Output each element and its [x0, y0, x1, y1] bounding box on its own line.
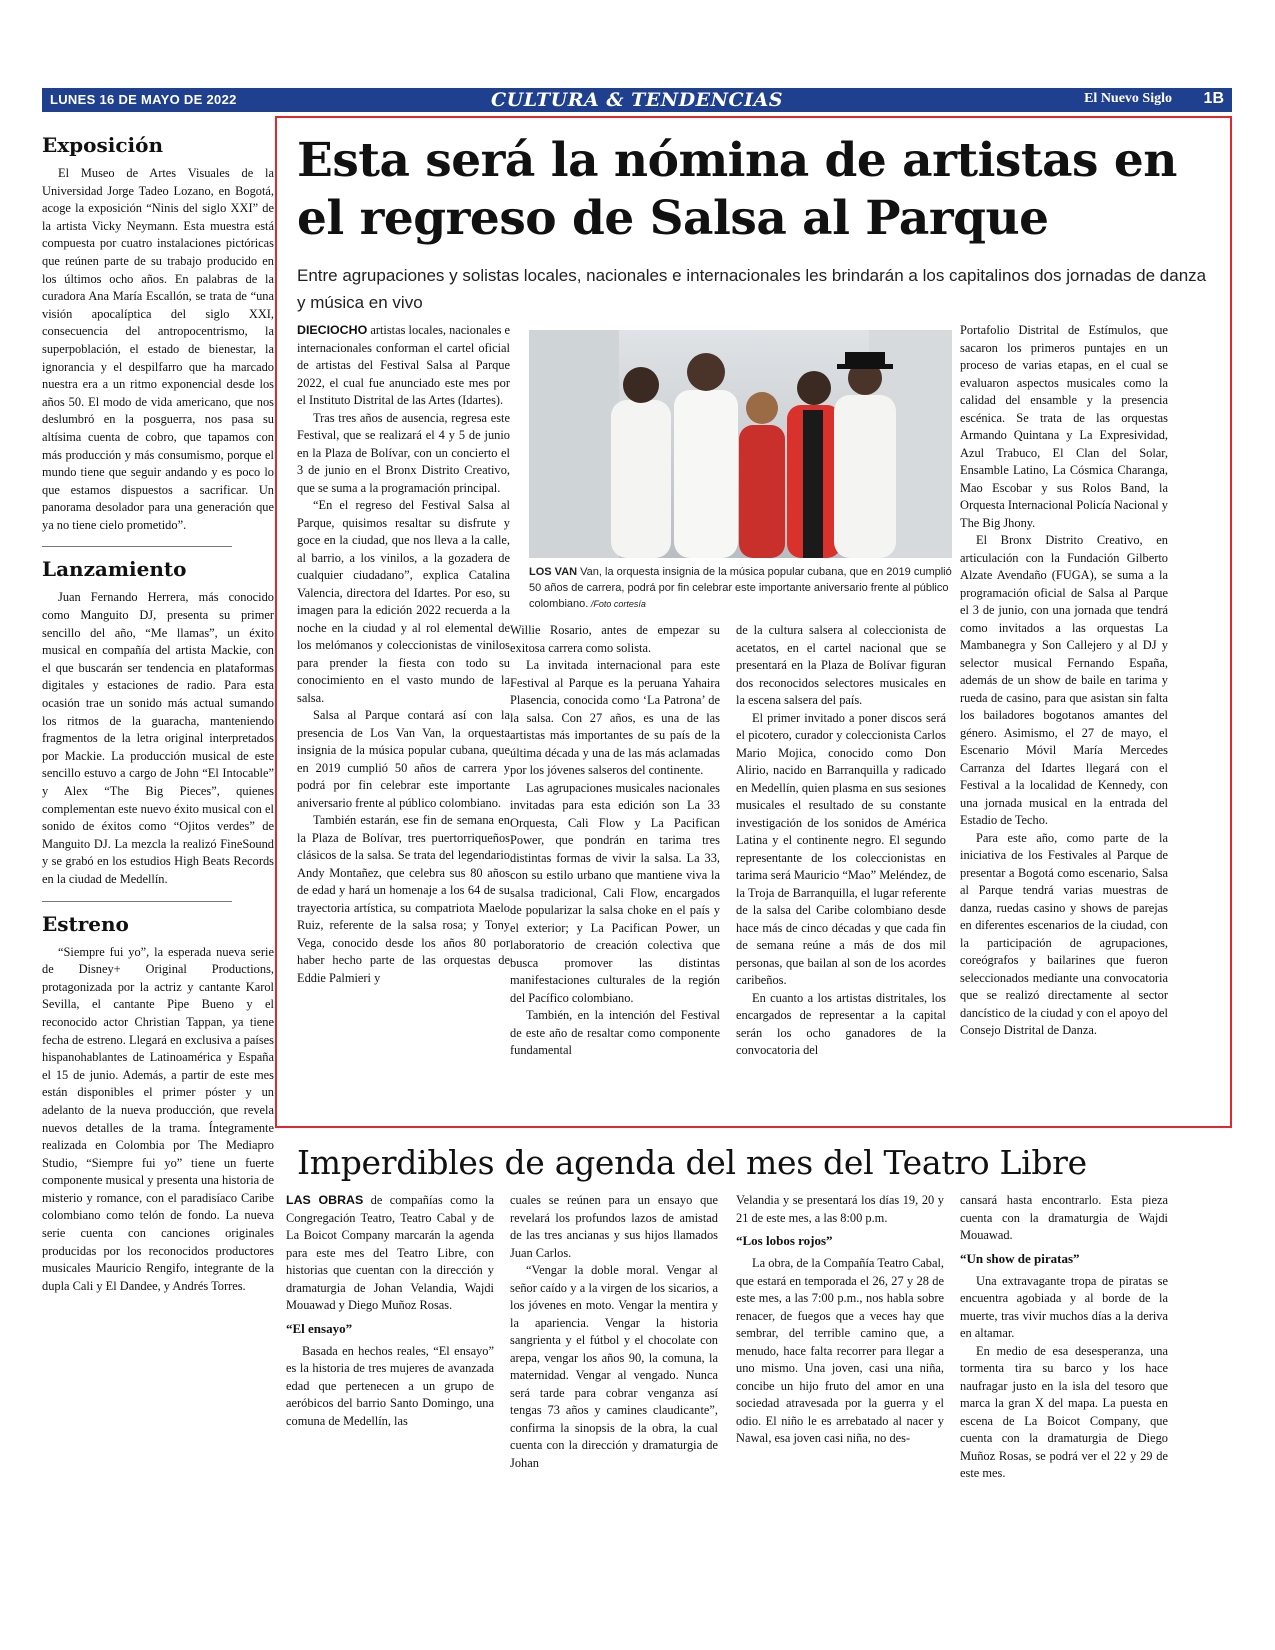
paragraph: Portafolio Distrital de Estímulos, que sacaron los primeros puntajes en un proceso de varias etapas, en el cual se evaluaron aspectos musicales como la calidad del ensamble y la presencia escénica. Se trata de las orquestas Armando Quintana y La Expresividad, Azul Trabuco, El Clan del Solar, Ensamble Latino, La Cósmica Charanga, Mao Escobar y sus Rolos Band, la Orquesta Internacional Policía Nacional y The Big Jhony. [960, 323, 1168, 530]
paragraph: Willie Rosario, antes de empezar su exitosa carrera como solista. [510, 623, 720, 655]
article2-column-3 [736, 1192, 944, 1448]
lead-paragraph [297, 322, 510, 410]
paragraph: Salsa al Parque contará así con la presencia de Los Van Van, la orquesta insignia de la música popular cubana, que en 2019 cumplió 50 años de carrera y podrá por fin celebrar este importante aniversario frente al público colombiano. [297, 708, 510, 810]
paragraph: Tras tres años de ausencia, regresa este Festival, que se realizará el 4 y 5 de junio en la Plaza de Bolívar, con un concierto el 3 de junio en el Bronx Distrito Creativo, que se suma a la programación principal. [297, 410, 510, 495]
paragraph: cuales se reúnen para un ensayo que revelará los profundos lazos de amistad de las tres ancianas y sus hijos llamados Juan Carlos. [510, 1193, 718, 1260]
issue-date: LUNES 16 DE MAYO DE 2022 [50, 92, 237, 107]
article2-column-4 [960, 1192, 1168, 1483]
article2-title: Imperdibles de agenda del mes del Teatro Libre [297, 1143, 1087, 1182]
brief-text-exposicion: El Museo de Artes Visuales de la Universidad Jorge Tadeo Lozano, en Bogotá, acoge la exposición “Ninis del siglo XXI” de la artista Vicky Neymann. Esta muestra está compuesta por cuatro instalaciones pictóricas que reúnen parte de su trabajo producido en los últimos ocho años. En palabras de la curadora Ana María Escallón, se trata de “una visión apocalíptica del siglo XXI, consecuencia del antropocentrismo, la superpoblación, el estado de bienestar, la ignorancia y el despilfarro que ha marcado nuestra era a un ritmo exponencial desde los años 50. El modo de vida americano, que nos deslumbró en la posguerra, nos pasa su altísima cuenta de cobro, que tapamos con más producción y más consumismo, porque el mundo tiene que seguir andando y es poco lo que estamos dispuestos a sacrificar. Un panorama desolador para una generación que ya no tiene cielo prometido”. [42, 166, 274, 532]
article2-column-2 [510, 1192, 718, 1472]
band-photo [529, 330, 952, 558]
lead-word: LAS OBRAS [286, 1193, 364, 1207]
page-header [42, 88, 1232, 112]
paragraph: Basada en hechos reales, “El ensayo” es la historia de tres mujeres de avanzada edad que pertenecen a un grupo de aeróbicos del barrio Santo Domingo, una comuna de Medellín, las [286, 1343, 494, 1428]
paragraph: “En el regreso del Festival Salsa al Parque, quisimos resaltar su disfrute y goce en la ciudad, que nos lleva a la calle, al barrio, a los vinilos, a la gozadera de cualquier ciudadano”, explica Catalina Valencia, directora del Idartes. Por eso, su imagen para la edición 2022 recuerda a la noche en la ciudad y al rol elemental de los melómanos y coleccionistas de vinilos para prender la fiesta con todo su conocimiento en el vasto mundo de la salsa. [297, 498, 510, 705]
brief-heading-lanzamiento: Lanzamiento [42, 557, 187, 582]
photo-credit: /Foto cortesía [588, 599, 646, 609]
paragraph: Velandia y se presentará los días 19, 20 y 21 de este mes, a las 8:00 p.m. [736, 1193, 944, 1225]
lead-text: artistas locales, nacionales e internacionales conforman el cartel oficial de artistas del Festival Salsa al Parque 2022, el cual fue anunciado este mes por el Instituto Distrital de las Artes (Idartes). [297, 323, 510, 407]
article-column-2 [510, 622, 720, 1060]
subheading: “Un show de piratas” [960, 1250, 1080, 1266]
paragraph: También, en la intención del Festival de este año de resaltar como componente fundamental [510, 1008, 720, 1057]
caption-label: LOS VAN [529, 566, 578, 578]
caption-text: Van, la orquesta insignia de la música popular cubana, que en 2019 cumplió 50 años de carrera, podrá por fin celebrar este importante aniversario frente al público colombiano. [529, 566, 952, 610]
brief-text-lanzamiento: Juan Fernando Herrera, más conocido como Manguito DJ, presenta su primer sencillo del año, “Me llamas”, un éxito musical en compañía del artista Mackie, con el que buscarán ser tendencia en plataformas digitales y estaciones de radio. Para esta ocasión trae un sonido más actual sumando los ritmos de la guaracha, manteniendo fragmentos de la letra original interpretados por Mackie. La producción musical de este sencillo estuvo a cargo de John “El Intocable” y Alex “The Big Pieces”, quienes complementan este nuevo éxito musical con el sonido de éxitos como “Ojitos verdes” de Manguito DJ. La mezcla la realizó FineSound y se grabó en los estudios High Beats Records en la ciudad de Medellín. [42, 590, 274, 886]
photo-caption [529, 564, 952, 612]
article-title: Esta será la nómina de artistas en el regreso de Salsa al Parque [297, 133, 1177, 246]
paragraph: El primer invitado a poner discos será el picotero, curador y coleccionista Carlos Mario Mojica, conocido como Don Alirio, nacido en Barranquilla y radicado en Medellín, quien plasma en sus sesiones musicales el resultado de su constante investigación de los sonidos de América Latina y el continente negro. El segundo representante de los coleccionistas en tarima será Mauricio “Mao” Meléndez, de la Troja de Barranquilla, el lugar referente de la salsa del Caribe colombiano desde hace más de cinco décadas y que cada fin de semana reúne a más de dos mil personas, que bailan al son de los acordes caribeños. [736, 710, 946, 987]
divider [42, 901, 232, 902]
paragraph: El Bronx Distrito Creativo, en articulación con la Fundación Gilberto Alzate Avendaño (FUGA), se suma a la programación oficial de Salsa al Parque el 3 de junio, con una jornada que tendrá como invitados a las orquestas La Mambanegra y Son Callejero y al DJ y selector musical Fernando España, además de un show de baile en tarima y rueda de casino, para que asistan sin falta los bailadores bogotanos amantes del género. Asimismo, el 27 de mayo, el Escenario Móvil María Mercedes Carranza del Idartes llegará con el Festival a la localidad de Kennedy, con una jornada musical en la entrada del Estadio de Techo. [960, 533, 1168, 827]
subheading: “El ensayo” [286, 1320, 353, 1336]
brief-heading-exposicion: Exposición [42, 133, 164, 157]
sidebar-briefs [42, 133, 274, 1295]
article-column-3 [736, 622, 946, 1060]
paragraph: Para este año, como parte de la iniciativa de los Festivales al Parque de presentar a Bogotá como escenario, Salsa al Parque tendrá varias muestras de danza, ruedas casino y shows de parejas en diferentes escenarios de la ciudad, con la participación de agrupaciones, coreógrafos y bailarines que fueron seleccionados mediante una convocatoria que se realizó directamente al sector dancístico de la ciudad y con el apoyo del Consejo Distrital de Danza. [960, 830, 1168, 1037]
divider [42, 546, 232, 547]
paragraph: La obra, de la Compañía Teatro Cabal, que estará en temporada el 26, 27 y 28 de este mes, a las 7:00 p.m., nos habla sobre renacer, de fuegos que a veces hay que sembrar, del terrible camino que, a menudo, hace falta recorrer para llegar a uno mismo. Una joven, casi una niña, concibe un hijo fruto del amor en una sociedad atravesada por la guerra y el odio. El niño le es arrebatado al nacer y Nawal, esa joven casi niña, no des- [736, 1256, 944, 1445]
paragraph: En cuanto a los artistas distritales, los encargados de representar a la capital serán los ocho ganadores de la convocatoria del [736, 990, 946, 1057]
paragraph: de la cultura salsera al coleccionista de acetatos, en el cartel nacional que se presentará en la Plaza de Bolívar figuran dos reconocidos selectores musicales en la escena salsera del país. [736, 623, 946, 707]
paragraph: Una extravagante tropa de piratas se encuentra agobiada y al borde de la muerte, tras vivir muchos días a la deriva en altamar. [960, 1273, 1168, 1340]
newspaper-name: El Nuevo Siglo [1084, 91, 1172, 106]
paragraph: Las agrupaciones musicales nacionales invitadas para esta edición son La 33 Orquesta, Cali Flow y La Pacifican Power, que pondrán en tarima tres distintas formas de vivir la salsa. La 33, con su estilo urbano que mantiene viva la salsa tradicional, Cali Flow, encargados de popularizar la salsa choke en el país y el exterior; y La Pacifican Power, un laboratorio de creación colectiva que busca promover las distintas manifestaciones culturales de la región del Pacífico colombiano. [510, 780, 720, 1005]
article-column-4 [960, 322, 1168, 1040]
lead-text: de compañías como la Congregación Teatro, Teatro Cabal y de La Boicot Company marcarán la agenda para este mes del Teatro Libre, con historias que cuentan con la dirección y dramaturgia de Johan Velandia, Wajdi Mouawad y Diego Muñoz Rosas. [286, 1193, 494, 1312]
paragraph: También estarán, ese fin de semana en la Plaza de Bolívar, tres puertorriqueños clásicos de la salsa. Se trata del legendario Andy Montañez, que celebra sus 80 años de edad y hará un homenaje a los 64 de su trayectoria artística, su compatriota Maelo Ruiz, referente de la salsa rosa; y Tony Vega, conocido desde los años 80 por haber hecho parte de las orquestas de Eddie Palmieri y [297, 813, 510, 985]
brief-text-estreno: “Siempre fui yo”, la esperada nueva serie de Disney+ Original Productions, protagonizada por la actriz y cantante Karol Sevilla, el cantante Pipe Bueno y el reconocido actor Christian Tappan, ya tiene fecha de estreno. Llegará en exclusiva a países hispanohablantes de Latinoamérica y España el 15 de junio. Además, a partir de este mes están disponibles el primer póster y un adelanto de la nueva producción, que revela nuevos detalles de la trama. Íntegramente realizada en Colombia por The Mediapro Studio, “Siempre fui yo” tiene un fuerte componente musical y presenta una historia de misterio y romance, con el paradisíaco Caribe colombiano como telón de fondo. La nueva serie cuenta con canciones originales producidas por los reconocidos productores musicales Mauricio Rengifo, integrante de la dupla Cali y El Dandee, y Andrés Torres. [42, 944, 274, 1293]
paragraph: cansará hasta encontrarlo. Esta pieza cuenta con la dramaturgia de Wajdi Mouawad. [960, 1193, 1168, 1242]
paragraph: La invitada internacional para este Festival al Parque es la peruana Yahaira Plasencia, conocida como ‘La Patrona’ de la salsa. Con 27 años, es una de las artistas más importantes de su país de la última década y una de las más aclamadas por los jóvenes salseros del continente. [510, 658, 720, 777]
page-number: 1B [1203, 90, 1224, 107]
section-title: CULTURA & TENDENCIAS [491, 89, 783, 111]
article2-column-1 [286, 1192, 494, 1430]
lead-word: DIECIOCHO [297, 323, 368, 337]
paragraph: “Vengar la doble moral. Vengar al señor caído y a la virgen de los sicarios, a los jóvenes en moto. Vengar la mentira y la apariencia. Vengar la historia sangrienta y el fútbol y el chocolate con arepa, vengar los años 90, la comuna, la maternidad. Vengar al vengado. Nunca será tarde para cobrar venganza así tengas 73 años y camines claudicante”, confirma la sinopsis de la obra, la cual cuenta con la dirección y dramaturgia de Johan [510, 1263, 718, 1470]
article-column-1 [297, 322, 510, 987]
article-subtitle: Entre agrupaciones y solistas locales, nacionales e internacionales les brindarán a los capitalinos dos jornadas de danza y música en vivo [297, 266, 1207, 312]
subheading: “Los lobos rojos” [736, 1233, 833, 1248]
brief-heading-estreno: Estreno [42, 911, 129, 936]
lead-paragraph [286, 1192, 494, 1315]
paragraph: En medio de esa desesperanza, una tormenta tira su barco y los hace naufragar justo en la isla del tesoro que marca la gran X del mapa. La puesta en escena de La Boicot Company, que cuenta con la dramaturgia de Diego Muñoz Rosas, se podrá ver el 22 y 29 de este mes. [960, 1343, 1168, 1480]
